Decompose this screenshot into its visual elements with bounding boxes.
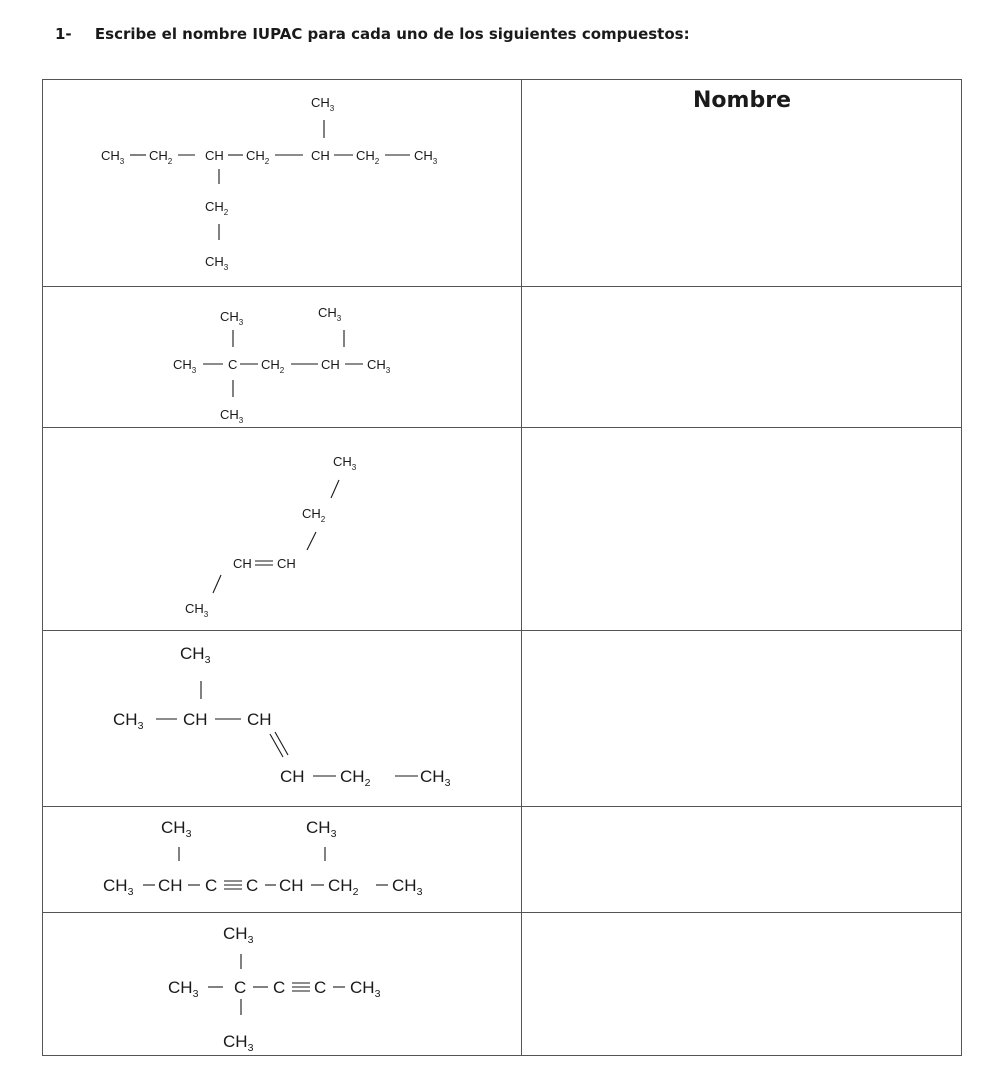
group: CH bbox=[321, 357, 340, 372]
group: CH bbox=[233, 556, 252, 571]
group: C bbox=[246, 876, 259, 895]
group: $CH_3$ bbox=[205, 254, 229, 272]
group: $CH_3$ bbox=[333, 454, 357, 472]
group: $CH_2$ bbox=[261, 357, 285, 375]
group: $CH_2$ bbox=[246, 148, 270, 166]
group: $CH_3$ bbox=[223, 1032, 254, 1054]
table-row bbox=[43, 80, 961, 287]
group: $CH_3$ bbox=[161, 818, 192, 840]
group: C bbox=[314, 978, 327, 997]
group: $CH_3$ bbox=[392, 876, 423, 898]
structure-6 bbox=[43, 913, 522, 1055]
structure-cell bbox=[43, 80, 522, 286]
group: $CH_2$ bbox=[340, 767, 371, 789]
group: C bbox=[228, 357, 238, 372]
group: CH bbox=[158, 876, 183, 895]
question-number: 1- bbox=[55, 25, 72, 43]
table-row bbox=[43, 913, 961, 1055]
group: $CH_2$ bbox=[149, 148, 173, 166]
group: CH bbox=[279, 876, 304, 895]
group: CH bbox=[205, 148, 224, 163]
group: CH bbox=[183, 710, 208, 729]
group: $CH_3$ bbox=[367, 357, 391, 375]
table-row bbox=[43, 807, 961, 913]
group: $CH_3$ bbox=[311, 95, 335, 113]
group: $CH_3$ bbox=[173, 357, 197, 375]
group: $CH_3$ bbox=[220, 407, 244, 425]
group: $CH_3$ bbox=[350, 978, 381, 1000]
group: C bbox=[205, 876, 218, 895]
group: $CH_3$ bbox=[306, 818, 337, 840]
group: $CH_3$ bbox=[180, 644, 211, 666]
name-cell[interactable] bbox=[523, 913, 961, 1055]
question-heading bbox=[55, 25, 690, 43]
structure-cell bbox=[43, 807, 522, 912]
structure-5 bbox=[43, 807, 522, 913]
group: $CH_2$ bbox=[302, 506, 326, 524]
structure-cell bbox=[43, 913, 522, 1055]
group: $CH_3$ bbox=[113, 710, 144, 732]
name-cell[interactable] bbox=[523, 631, 961, 806]
name-cell[interactable] bbox=[523, 287, 961, 427]
name-cell[interactable] bbox=[523, 80, 961, 286]
structure-cell bbox=[43, 631, 522, 806]
compounds-table bbox=[42, 79, 962, 1056]
group: $CH_3$ bbox=[223, 924, 254, 946]
table-row bbox=[43, 287, 961, 428]
group: $CH_3$ bbox=[220, 309, 244, 327]
group: CH bbox=[311, 148, 330, 163]
group: CH bbox=[247, 710, 272, 729]
question-text: Escribe el nombre IUPAC para cada uno de los siguientes compuestos: bbox=[94, 25, 690, 43]
group: $CH_3$ bbox=[414, 148, 438, 166]
group: $CH_2$ bbox=[205, 199, 229, 217]
table-row bbox=[43, 631, 961, 807]
structure-cell bbox=[43, 428, 522, 630]
structure-4 bbox=[43, 631, 522, 807]
name-cell[interactable] bbox=[523, 428, 961, 630]
structure-1 bbox=[43, 80, 522, 287]
group: $CH_2$ bbox=[328, 876, 359, 898]
structure-cell bbox=[43, 287, 522, 427]
name-cell[interactable] bbox=[523, 807, 961, 912]
group: $CH_3$ bbox=[101, 148, 125, 166]
group: C bbox=[234, 978, 247, 997]
group: CH bbox=[277, 556, 296, 571]
group: $CH_2$ bbox=[356, 148, 380, 166]
group: $CH_3$ bbox=[185, 601, 209, 619]
table-row bbox=[43, 428, 961, 631]
group: $CH_3$ bbox=[318, 305, 342, 323]
group: $CH_3$ bbox=[168, 978, 199, 1000]
group: $CH_3$ bbox=[420, 767, 451, 789]
structure-3 bbox=[43, 428, 522, 631]
name-column-header: Nombre bbox=[693, 88, 791, 113]
group: CH bbox=[280, 767, 305, 786]
group: $CH_3$ bbox=[103, 876, 134, 898]
group: C bbox=[273, 978, 286, 997]
structure-2 bbox=[43, 287, 522, 428]
